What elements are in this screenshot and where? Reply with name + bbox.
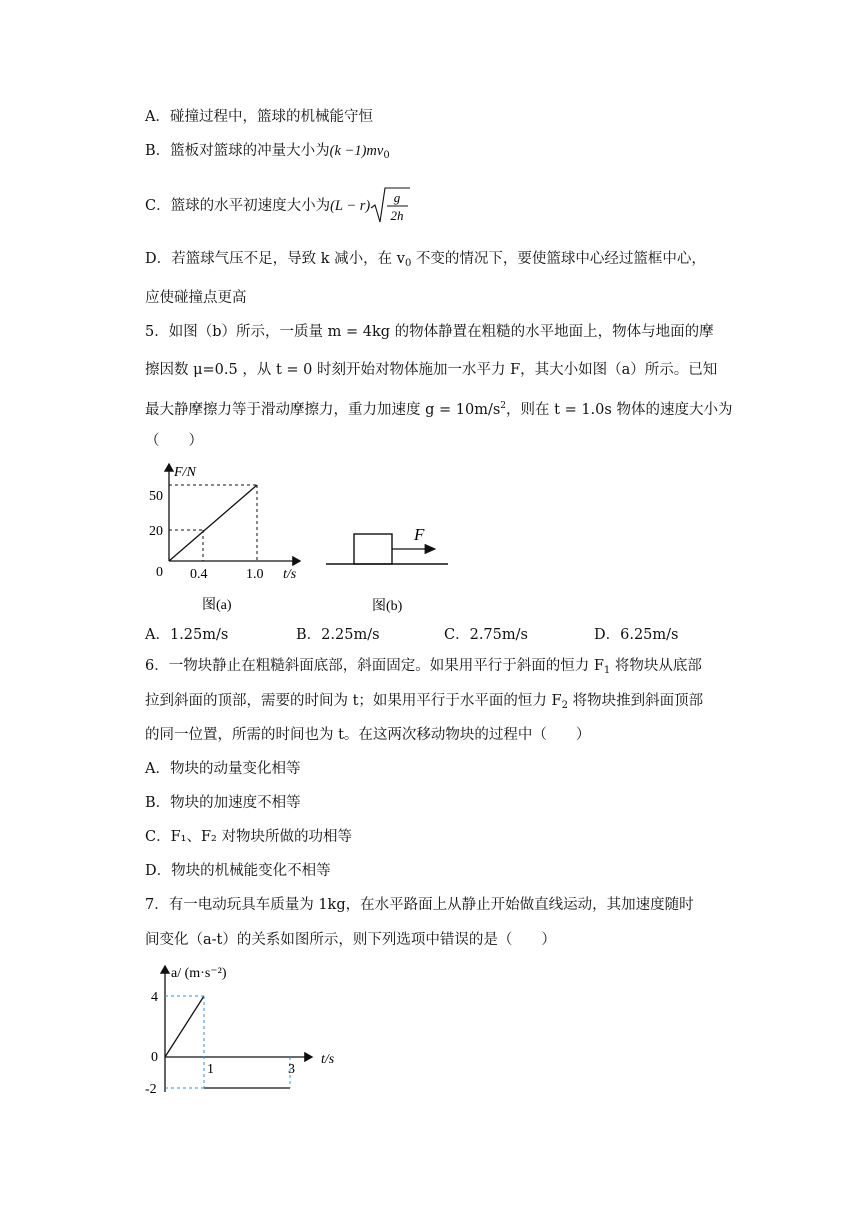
q4-option-b-expr: (k −1)mv (329, 143, 384, 159)
x-tick-0-4: 0.4 (190, 567, 208, 582)
q5-option-c: C．2.75m/s (444, 627, 528, 643)
sqrt-sign-icon (370, 186, 410, 226)
x-tick-1-0: 1.0 (246, 567, 264, 582)
q4-option-d-rest: 不变的情况下，要使篮球中心经过篮框中心， (411, 251, 706, 267)
q5-figure-a (140, 460, 320, 620)
q4-option-d-line2: 应使碰撞点更高 (145, 290, 247, 306)
q6-line1-pre: 6．一物块静止在粗糙斜面底部，斜面固定。如果用平行于斜面的恒力 F (145, 658, 604, 674)
force-line (169, 485, 257, 561)
figure-b-caption: 图(b) (372, 599, 403, 614)
q5-stem-line3 (145, 396, 732, 420)
q6-option-d: D．物块的机械能变化不相等 (145, 863, 331, 879)
q4-option-c-den: 2h (390, 208, 404, 223)
q6-option-c: C．F₁、F₂ 对物块所做的功相等 (145, 829, 352, 845)
q6-line2-sub: 2 (561, 700, 568, 711)
q5-stem-line1: 5．如图（b）所示，一质量 m = 4kg 的物体静置在粗糙的水平地面上，物体与地面的摩 (145, 324, 714, 340)
y-tick-50: 50 (149, 489, 163, 504)
y-tick-20: 20 (149, 524, 163, 539)
q4-option-c-text: C．篮球的水平初速度大小为 (145, 198, 331, 214)
q4-option-c-expr: (L − r) (330, 198, 371, 214)
q4-option-d-text: D．若篮球气压不足，导致 k 减小，在 v (145, 251, 405, 267)
x-axis-label: t/s (321, 1052, 335, 1067)
q5-option-d: D．6.25m/s (594, 627, 679, 643)
q4-option-c (145, 186, 410, 226)
q7-stem-line2: 间变化（a-t）的关系如图所示，则下列选项中错误的是（ ） (145, 932, 556, 948)
q4-option-b (145, 141, 390, 166)
q4-option-a: A．碰撞过程中，篮球的机械能守恒 (145, 109, 373, 125)
q5-option-a: A．1.25m/s (145, 627, 229, 643)
q5-line3-sup: 2 (500, 401, 507, 411)
q4-option-d-sub: 0 (404, 258, 412, 269)
x-tick-3: 3 (288, 1062, 295, 1077)
q5-stem-line2: 擦因数 μ=0.5 ，从 t = 0 时刻开始对物体施加一水平力 F，其大小如图（a）所示。已知 (145, 362, 718, 378)
q5-stem-line4: （ ） (145, 433, 203, 449)
block (354, 534, 392, 564)
q4-option-b-text: B．篮板对篮球的冲量大小为 (145, 143, 330, 159)
q6-stem-line2 (145, 691, 703, 716)
y-tick-4: 4 (151, 990, 158, 1005)
q4-option-b-sub: 0 (383, 150, 390, 161)
figure-a-caption: 图(a) (202, 598, 232, 613)
y-axis-label: F/N (174, 465, 196, 480)
q5-line3-post: ，则在 t = 1.0s 物体的速度大小为 (506, 402, 733, 418)
x-tick-1: 1 (207, 1062, 214, 1077)
q6-stem-line1 (145, 656, 702, 681)
q5-option-b: B．2.25m/s (296, 627, 380, 643)
q6-line2-post: 将物块推到斜面顶部 (567, 693, 704, 709)
x-axis-label: t/s (283, 567, 297, 582)
q7-figure (140, 962, 350, 1102)
q6-option-a: A．物块的动量变化相等 (145, 761, 301, 777)
origin-label: 0 (151, 1050, 158, 1065)
q6-line2-pre: 拉到斜面的顶部，需要的时间为 t；如果用平行于水平面的恒力 F (145, 693, 562, 709)
force-label: F (414, 525, 425, 544)
y-axis-label: a/ (m·s⁻²) (171, 966, 227, 981)
q6-line1-post: 将物块从底部 (610, 658, 702, 674)
q4-option-c-num: g (393, 190, 401, 205)
q6-line1-sub: 1 (603, 665, 611, 676)
q4-option-d-line1 (145, 249, 706, 274)
sqrt-expression (370, 186, 410, 226)
origin-label: 0 (156, 565, 163, 580)
y-tick-neg2: -2 (145, 1082, 157, 1097)
q5-line3-pre: 最大静摩擦力等于滑动摩擦力，重力加速度 g = 10m/s (145, 402, 501, 418)
q7-stem-line1: 7．有一电动玩具车质量为 1kg，在水平路面上从静止开始做直线运动，其加速度随时 (145, 897, 694, 913)
q6-stem-line3: 的同一位置，所需的时间也为 t。在这两次移动物块的过程中（ ） (145, 727, 591, 743)
q6-option-b: B．物块的加速度不相等 (145, 795, 301, 811)
q5-figure-b (320, 500, 460, 620)
accel-ramp (165, 996, 204, 1057)
